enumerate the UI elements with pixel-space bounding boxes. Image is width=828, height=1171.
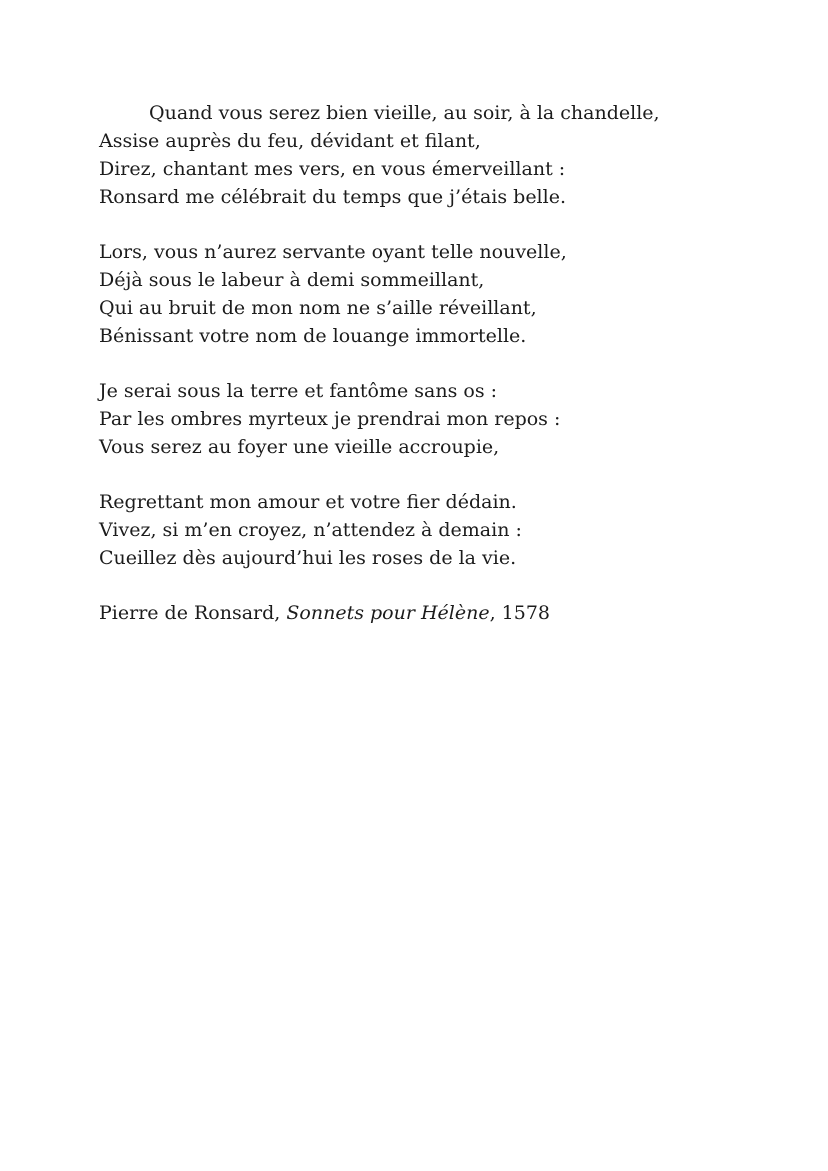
poem xyxy=(99,99,779,627)
poem-line: Vivez, si m’en croyez, n’attendez à demain : xyxy=(99,519,522,541)
attribution-author: Pierre de Ronsard, xyxy=(99,602,287,624)
attribution-work: Sonnets pour Hélène xyxy=(286,602,490,624)
poem-line: Bénissant votre nom de louange immortelle. xyxy=(99,325,527,347)
poem-line: Direz, chantant mes vers, en vous émerveillant : xyxy=(99,158,566,180)
attribution-year: , 1578 xyxy=(489,602,551,624)
poem-line: Par les ombres myrteux je prendrai mon repos : xyxy=(99,408,561,430)
poem-line: Déjà sous le labeur à demi sommeillant, xyxy=(99,269,485,291)
stanza-4 xyxy=(99,488,779,572)
attribution xyxy=(99,599,779,627)
stanza-1 xyxy=(99,99,779,211)
stanza-3 xyxy=(99,377,779,461)
poem-line: Assise auprès du feu, dévidant et filant, xyxy=(99,130,481,152)
stanza-2 xyxy=(99,238,779,350)
poem-line: Qui au bruit de mon nom ne s’aille réveillant, xyxy=(99,297,537,319)
poem-line: Vous serez au foyer une vieille accroupie, xyxy=(99,436,500,458)
poem-line: Lors, vous n’aurez servante oyant telle nouvelle, xyxy=(99,241,567,263)
poem-line: Quand vous serez bien vieille, au soir, à la chandelle, xyxy=(149,102,660,124)
poem-line: Cueillez dès aujourd’hui les roses de la vie. xyxy=(99,547,517,569)
poem-line: Je serai sous la terre et fantôme sans os : xyxy=(99,380,498,402)
poem-line: Regrettant mon amour et votre fier dédain. xyxy=(99,491,517,513)
poem-line: Ronsard me célébrait du temps que j’étais belle. xyxy=(99,186,566,208)
